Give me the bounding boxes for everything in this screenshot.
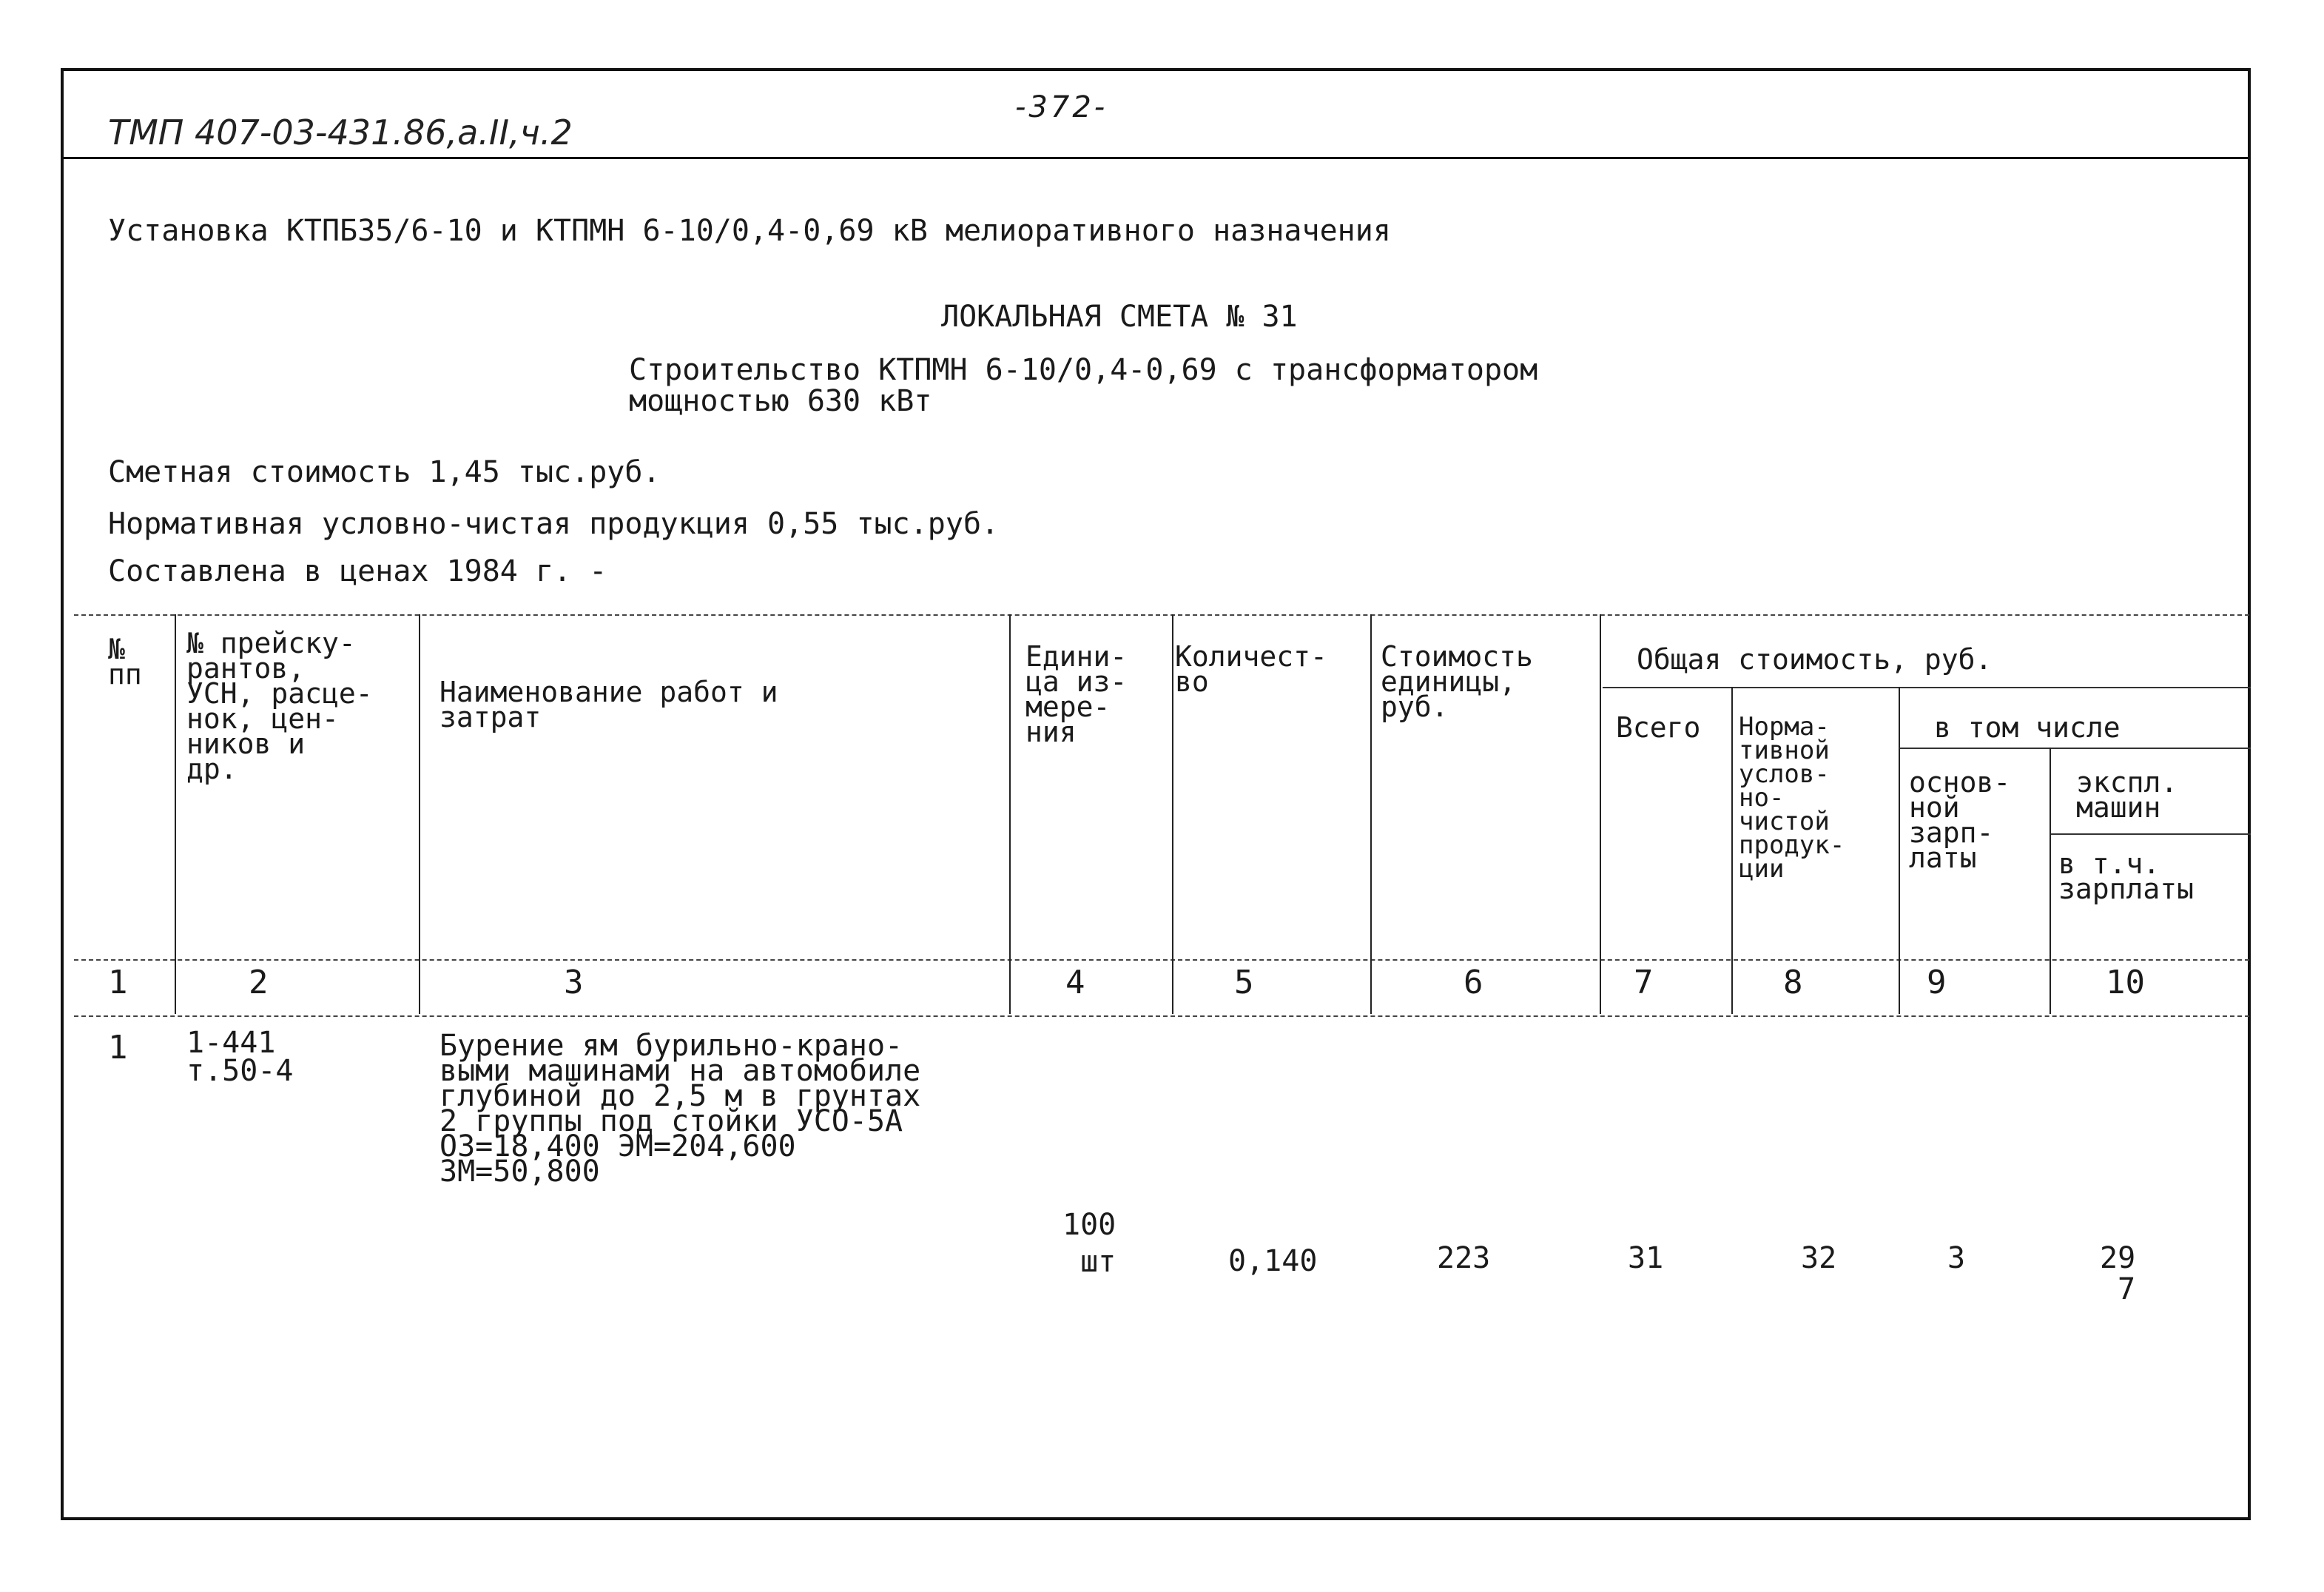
row-unit: 100 шт bbox=[1062, 1208, 1116, 1279]
header-col4: Едини- ца из- мере- ния bbox=[1025, 640, 1128, 748]
column-number: 7 bbox=[1634, 964, 1654, 1001]
header-divider bbox=[61, 157, 2251, 159]
header-col6: Стоимость единицы, руб. bbox=[1381, 640, 1533, 723]
column-number: 2 bbox=[249, 964, 269, 1001]
header-col1: № пп bbox=[108, 633, 142, 691]
header-col3: Наименование работ и затрат bbox=[439, 676, 778, 733]
header-col7: Всего bbox=[1616, 711, 1701, 744]
column-number-top-rule bbox=[74, 959, 2249, 961]
estimate-title: ЛОКАЛЬНАЯ СМЕТА № 31 bbox=[941, 300, 1298, 334]
header-col10-bottom: в т.ч. зарплаты bbox=[2058, 847, 2195, 905]
col-divider bbox=[1600, 614, 1601, 1014]
row-wages: 3 bbox=[1947, 1241, 1966, 1275]
page-number: -372- bbox=[1015, 90, 1108, 124]
row-machines-wages: 7 bbox=[2118, 1272, 2136, 1306]
col-divider bbox=[1370, 614, 1372, 1014]
column-number: 5 bbox=[1234, 964, 1254, 1001]
table-top-rule bbox=[74, 614, 2249, 616]
header-col10-top: экспл. машин bbox=[2076, 766, 2178, 824]
header-bottom-rule bbox=[74, 1015, 2249, 1017]
installation-title: Установка КТПБ35/6-10 и КТПМН 6-10/0,4-0,69 кВ мелиоративного назначения bbox=[108, 214, 1391, 248]
col-divider bbox=[1172, 614, 1173, 1014]
total-subheader-rule bbox=[1603, 687, 2251, 688]
header-total-group: Общая стоимость, руб. bbox=[1637, 643, 1993, 676]
row-total: 31 bbox=[1628, 1241, 1664, 1275]
header-col8: Норма- тивной услов- но- чистой продук- ции bbox=[1739, 712, 1845, 884]
header-incl-group: в том числе bbox=[1934, 711, 2121, 744]
column-number: 3 bbox=[564, 964, 584, 1001]
row-unit-cost: 223 bbox=[1437, 1241, 1491, 1275]
header-col9: основ- ной зарп- латы bbox=[1909, 766, 2011, 874]
header-col2: № прейску- рантов, УСН, расце- нок, цен- ников и др. bbox=[186, 627, 373, 785]
row-description: Бурение ям бурильно-крано- выми машинами на автомобиле глубиной до 2,5 м в грунтах 2 группы под стойки УСО-5А ОЗ=18,400 ЭМ=204,600 ЗМ=50,800 bbox=[439, 1029, 921, 1189]
column-number: 6 bbox=[1464, 964, 1483, 1001]
estimated-cost: Сметная стоимость 1,45 тыс.руб. bbox=[108, 455, 661, 489]
column-number: 4 bbox=[1065, 964, 1085, 1001]
document-code-stamp: ТМП 407-03-431.86,a.II,ч.2 bbox=[108, 112, 573, 152]
col-divider bbox=[1009, 614, 1011, 1014]
col-divider bbox=[175, 614, 176, 1014]
col-divider bbox=[419, 614, 420, 1014]
column-number: 9 bbox=[1927, 964, 1947, 1001]
net-product: Нормативная условно-чистая продукция 0,55 тыс.руб. bbox=[108, 507, 1000, 541]
row-quantity: 0,140 bbox=[1228, 1244, 1318, 1278]
col-divider bbox=[2050, 748, 2051, 1014]
row-net-product: 32 bbox=[1801, 1241, 1837, 1275]
row-machines: 29 bbox=[2100, 1241, 2136, 1275]
header-col5: Количест- во bbox=[1175, 640, 1327, 698]
row-code: 1-441 т.50-4 bbox=[186, 1026, 294, 1088]
col-divider bbox=[1899, 687, 1900, 1014]
estimate-subtitle-line2: мощностью 630 кВт bbox=[629, 384, 932, 418]
column-number: 10 bbox=[2106, 964, 2145, 1001]
column-number: 1 bbox=[108, 964, 128, 1001]
prices-year: Составлена в ценах 1984 г. - bbox=[108, 554, 607, 588]
col-divider bbox=[1731, 687, 1733, 1014]
estimate-subtitle-line1: Строительство КТПМН 6-10/0,4-0,69 с трансформатором bbox=[629, 353, 1538, 387]
incl-subheader-rule bbox=[1899, 748, 2251, 749]
column-number: 8 bbox=[1783, 964, 1803, 1001]
machines-split-rule bbox=[2050, 833, 2251, 835]
row-number: 1 bbox=[108, 1029, 128, 1067]
